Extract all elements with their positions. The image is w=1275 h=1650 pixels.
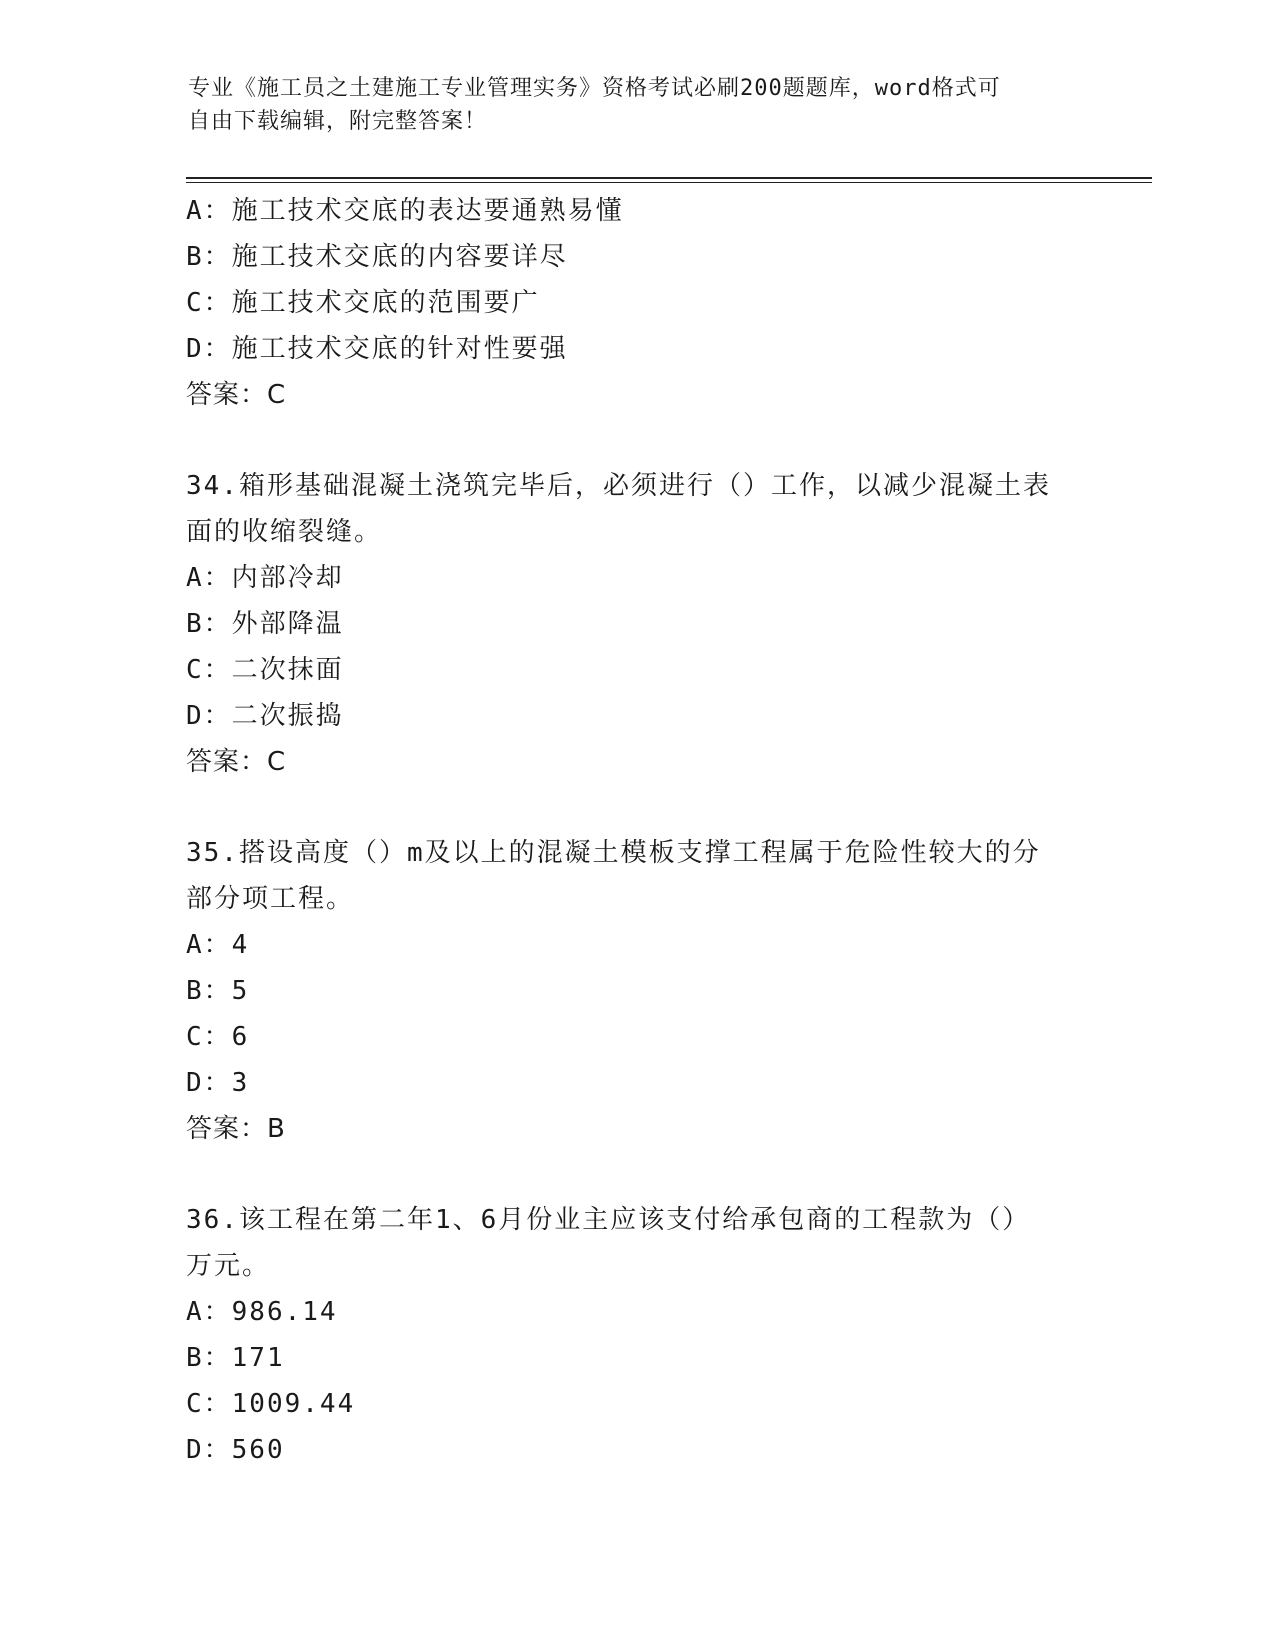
option-d: D：560 xyxy=(186,1435,285,1465)
question-34 xyxy=(186,463,1086,785)
option-a: A：4 xyxy=(186,930,250,960)
question-35 xyxy=(186,830,1086,1152)
option-d: D：3 xyxy=(186,1068,250,1098)
header-title-line-2: 自由下载编辑，附完整答案！ xyxy=(188,109,488,134)
header-divider-thick xyxy=(186,177,1152,179)
question-stem-line-2: 部分项工程。 xyxy=(186,884,355,914)
question-36 xyxy=(186,1197,1086,1473)
header-title-line-1: 专业《施工员之土建施工专业管理实务》资格考试必刷200题题库，word格式可 xyxy=(188,76,1001,101)
answer: 答案：C xyxy=(186,380,287,410)
option-d: D：二次振捣 xyxy=(186,701,344,731)
question-stem-line-1: 35.搭设高度（）m及以上的混凝土模板支撑工程属于危险性较大的分 xyxy=(186,838,1041,868)
option-b: B：施工技术交底的内容要详尽 xyxy=(186,242,568,272)
question-list xyxy=(186,188,1086,1473)
question-33 xyxy=(186,188,1086,418)
option-c: C：6 xyxy=(186,1022,250,1052)
option-b: B：外部降温 xyxy=(186,609,344,639)
answer: 答案：C xyxy=(186,747,287,777)
header-divider-thin xyxy=(186,182,1152,183)
question-stem-line-2: 面的收缩裂缝。 xyxy=(186,517,383,547)
option-a: A：施工技术交底的表达要通熟易懂 xyxy=(186,196,624,226)
option-a: A：内部冷却 xyxy=(186,563,344,593)
option-c: C：1009.44 xyxy=(186,1389,356,1419)
option-c: C：施工技术交底的范围要广 xyxy=(186,288,540,318)
option-b: B：171 xyxy=(186,1343,285,1373)
option-b: B：5 xyxy=(186,976,250,1006)
option-a: A：986.14 xyxy=(186,1297,338,1327)
document-header xyxy=(188,72,1088,138)
option-c: C：二次抹面 xyxy=(186,655,344,685)
answer: 答案：B xyxy=(186,1114,286,1144)
question-stem-line-1: 34.箱形基础混凝土浇筑完毕后，必须进行（）工作，以减少混凝土表 xyxy=(186,471,1051,501)
question-stem-line-1: 36.该工程在第二年1、6月份业主应该支付给承包商的工程款为（） xyxy=(186,1205,1031,1235)
option-d: D：施工技术交底的针对性要强 xyxy=(186,334,568,364)
question-stem-line-2: 万元。 xyxy=(186,1251,271,1281)
